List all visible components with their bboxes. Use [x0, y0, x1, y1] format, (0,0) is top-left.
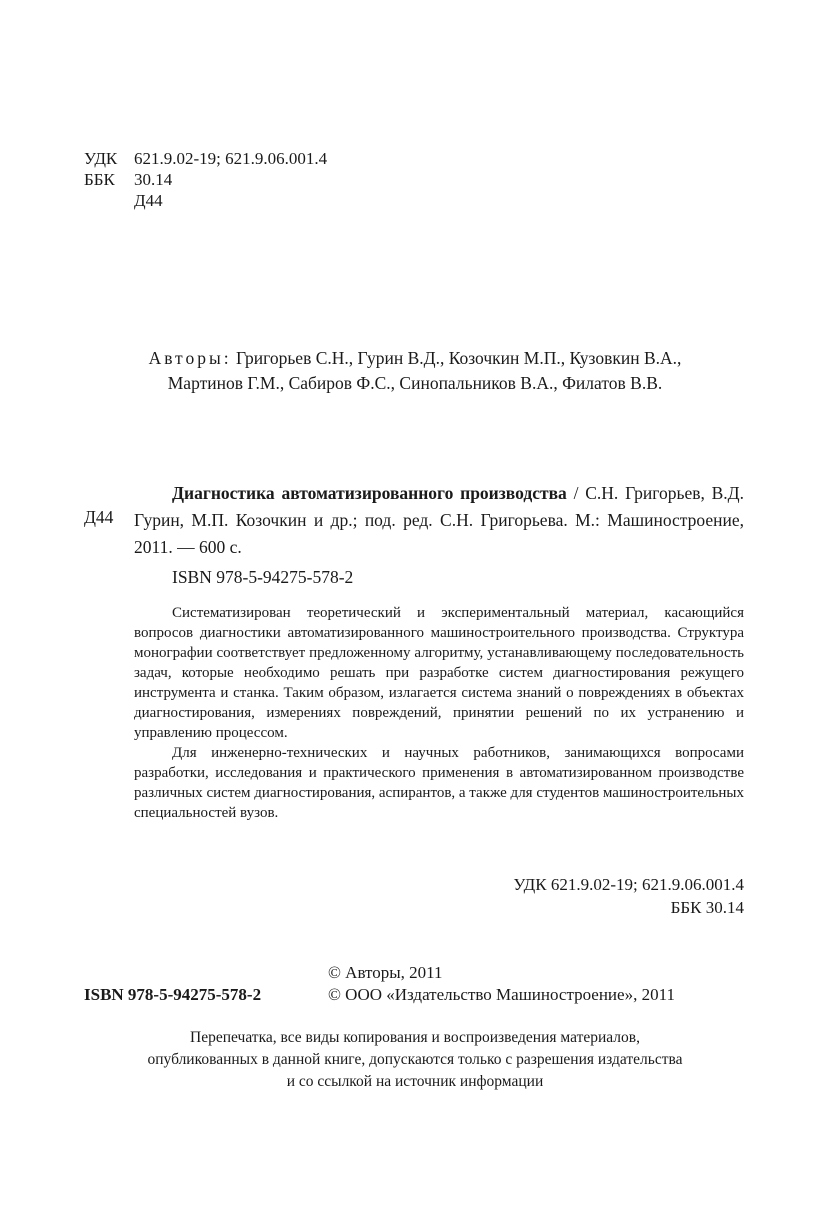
isbn-bold: ISBN 978-5-94275-578-2 — [84, 985, 262, 1004]
classification-footer — [513, 873, 744, 919]
classification-block — [84, 148, 327, 211]
bibliographic-details: / С.Н. Григорьев, В.Д. Гурин, М.П. Козочкин и др.; под. ред. С.Н. Григорьева. М.: Машиностроение, 2011. — 600 с. — [134, 483, 744, 557]
authors-block — [60, 346, 770, 396]
notice-line-3: и со ссылкой на источник информации — [286, 1073, 544, 1090]
authors-line-2: Мартинов Г.М., Сабиров Ф.С., Синопальников В.А., Филатов В.В. — [167, 373, 663, 393]
bbk-label: ББК — [84, 170, 115, 189]
abstract-paragraph-1: Систематизирован теоретический и экспериментальный материал, касающийся вопросов диагностики автоматизированного машиностроительного производства. Структура монографии соответствует предложенному алгоритму, устанавливающему последовательность задач, которые необходимо решать при разработке систем диагностирования режущего инструмента и станка. Таким образом, излагается система знаний о повреждениях в объектах диагностирования, измерениях повреждений, принятии решений по их устранению и управлению процессом. — [134, 605, 744, 741]
bibliography-code: Д44 — [84, 507, 114, 527]
book-title: Диагностика автоматизированного производства — [172, 483, 567, 503]
abstract — [134, 603, 744, 823]
bibliographic-record — [134, 480, 744, 561]
bbk-footer: ББК 30.14 — [670, 898, 744, 917]
udk-label: УДК — [84, 149, 118, 168]
notice-line-1: Перепечатка, все виды копирования и воспроизведения материалов, — [190, 1029, 640, 1046]
bbk-value: 30.14 — [134, 170, 173, 189]
udk-row — [84, 148, 327, 169]
copyright-publisher: © ООО «Издательство Машиностроение», 2011 — [328, 985, 675, 1004]
notice-line-2: опубликованных в данной книге, допускаются только с разрешения издательства — [147, 1051, 683, 1068]
isbn-record: ISBN 978-5-94275-578-2 — [172, 567, 354, 587]
udk-footer: УДК 621.9.02-19; 621.9.06.001.4 — [513, 875, 744, 894]
authors-line-1 — [60, 346, 770, 371]
abstract-paragraph-2: Для инженерно-технических и научных работников, занимающихся вопросами разработки, исследования и практического применения в автоматизированном производстве различных систем диагностирования, аспирантов, а также для студентов машиностроительных специальностей вузов. — [134, 745, 744, 821]
bbk-row — [84, 169, 327, 190]
author-code: Д44 — [134, 191, 163, 210]
reprint-notice — [60, 1027, 770, 1093]
copyright-authors: © Авторы, 2011 — [328, 963, 443, 982]
bibliographic-text — [134, 480, 744, 561]
authors-names-1: Григорьев С.Н., Гурин В.Д., Козочкин М.П., Кузовкин В.А., — [235, 348, 682, 368]
udk-value: 621.9.02-19; 621.9.06.001.4 — [134, 149, 328, 168]
authors-label: Авторы: — [148, 348, 232, 368]
